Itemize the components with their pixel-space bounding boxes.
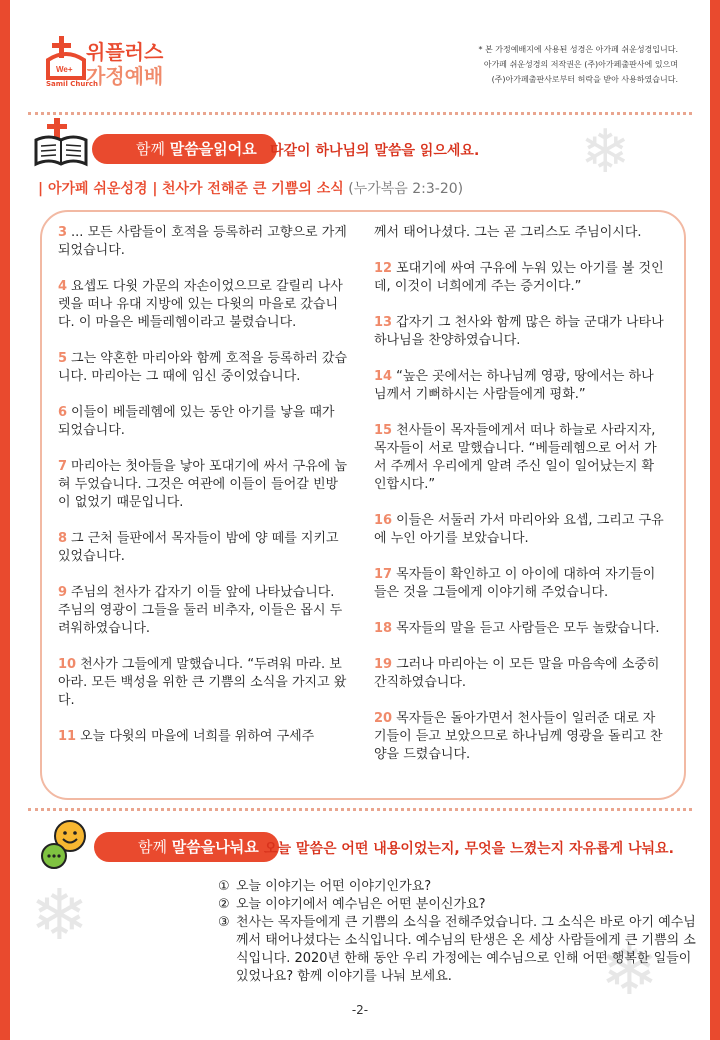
divider — [28, 112, 692, 115]
page-number: -2- — [351, 1003, 369, 1017]
verse-number: 5 — [58, 351, 68, 366]
verse-number: 15 — [374, 423, 393, 438]
verse-number: 3 — [58, 225, 68, 240]
snowflake-icon: ❄ — [30, 874, 89, 956]
verse — [58, 404, 350, 440]
verse-text: 그러나 마리아는 이 모든 말을 마음속에 소중히 간직하였습니다. — [374, 657, 660, 690]
question-item — [218, 896, 702, 914]
verse-text: ... 모든 사람들이 호적을 등록하러 고향으로 가게 되었습니다. — [58, 225, 347, 258]
copyright-line: (주)아가페출판사로부터 허락을 받아 사용하였습니다. — [491, 75, 678, 84]
pill-bold: 말씀을읽어요 — [169, 140, 257, 158]
logo-brand-line2: 가정예배 — [86, 64, 164, 88]
verse-text: 천사가 그들에게 말했습니다. “두려워 마라. 보아라. 모든 백성을 위한 큰 기쁨의 소식을 가지고 왔다. — [58, 657, 347, 708]
question-item — [218, 878, 702, 896]
verse-text: 그는 약혼한 마리아와 함께 호적을 등록하러 갔습니다. 마리아는 그 때에 임신 중이었습니다. — [58, 351, 348, 384]
verse-number: 13 — [374, 315, 393, 330]
verse — [374, 620, 666, 638]
verse-number: 20 — [374, 711, 393, 726]
verse-number: 8 — [58, 531, 68, 546]
verse — [58, 656, 350, 710]
question-text: 천사는 목자들에게 큰 기쁨의 소식을 전해주었습니다. 그 소식은 바로 아기 예수님께서 태어나셨다는 소식입니다. 예수님의 탄생은 온 세상 사람들에게 큰 기쁨의 소식입니다. 2020년 한해 동안 우리 가정에는 예수님으로 인해 어떤 행복한 일들이 있었나요? 함께 이야기를 나눠 보세요. — [236, 915, 696, 984]
question-number: ① — [218, 879, 230, 894]
verse-text: 목자들은 돌아가면서 천사들이 일러준 대로 자기들이 듣고 보았으므로 하나님께 영광을 돌리고 찬양을 드렸습니다. — [374, 711, 663, 762]
verse — [58, 584, 350, 638]
verse-number: 7 — [58, 459, 68, 474]
verse-number: 17 — [374, 567, 393, 582]
verse — [374, 656, 666, 692]
verses-right-column — [374, 224, 666, 782]
verse-text: 천사들이 목자들에게서 떠나 하늘로 사라지자, 목자들이 서로 말했습니다. “베들레헴으로 어서 가서 주께서 우리에게 알려 주신 일이 일어났는지 확인합시다.” — [374, 423, 657, 492]
section-read-subtitle: 다같이 하나님의 말씀을 읽으세요. — [270, 143, 480, 159]
verse-continuation: 께서 태어나셨다. 그는 곧 그리스도 주님이시다. — [374, 225, 642, 240]
verse-number: 12 — [374, 261, 393, 276]
verse — [58, 728, 350, 746]
snowflake-icon: ❄ — [580, 117, 631, 187]
verse-number: 6 — [58, 405, 68, 420]
verse — [58, 350, 350, 386]
verse — [58, 530, 350, 566]
verse — [374, 566, 666, 602]
verse — [58, 224, 350, 260]
verse — [374, 368, 666, 404]
verse — [374, 314, 666, 350]
bible-version: | 아가페 쉬운성경 | — [38, 181, 158, 197]
pill-prefix: 함께 — [136, 140, 165, 158]
verse — [374, 512, 666, 548]
section-share-subtitle: 오늘 말씀은 어떤 내용이었는지, 무엇을 느꼈는지 자유롭게 나눠요. — [264, 841, 674, 857]
scripture-title: 천사가 전해준 큰 기쁨의 소식 — [161, 181, 344, 197]
verse-number: 11 — [58, 729, 77, 744]
verse-text: 오늘 다윗의 마을에 너희를 위하여 구세주 — [80, 729, 315, 744]
pill-prefix: 함께 — [138, 838, 167, 856]
verses-left-column — [58, 224, 350, 764]
verse-text: 목자들의 말을 듣고 사람들은 모두 놀랐습니다. — [396, 621, 660, 636]
verse — [58, 458, 350, 512]
copyright-note — [418, 42, 678, 87]
verse-number: 14 — [374, 369, 393, 384]
verse-text: 마리아는 첫아들을 낳아 포대기에 싸서 구유에 눕혀 두었습니다. 그것은 여관에 이들이 들어갈 빈방이 없었기 때문입니다. — [58, 459, 348, 510]
verse-text: 포대기에 싸여 구유에 누워 있는 아기를 볼 것인데, 이것이 너희에게 주는 증거이다.” — [374, 261, 664, 294]
verse — [374, 260, 666, 296]
verse-text: “높은 곳에서는 하나님께 영광, 땅에서는 하나님께서 기뻐하시는 사람들에게 평화.” — [374, 369, 654, 402]
verse-text: 그 근처 들판에서 목자들이 밤에 양 떼를 지키고 있었습니다. — [58, 531, 339, 564]
question-number: ③ — [218, 915, 230, 930]
verse-number: 19 — [374, 657, 393, 672]
logo-brand-line1: 위플러스 — [86, 40, 164, 64]
verse — [374, 422, 666, 494]
scripture-reference: (누가복음 2:3-20) — [348, 181, 464, 197]
verse-text: 이들이 베들레헴에 있는 동안 아기를 낳을 때가 되었습니다. — [58, 405, 335, 438]
house-cross-icon — [44, 34, 88, 86]
question-text: 오늘 이야기에서 예수님은 어떤 분이신가요? — [236, 897, 486, 912]
verse-text: 목자들이 확인하고 이 아이에 대하여 자기들이 들은 것을 그들에게 이야기해 주었습니다. — [374, 567, 656, 600]
copyright-line: 아가페 쉬운성경의 저작권은 (주)아가페출판사에 있으며 — [483, 60, 678, 69]
question-text: 오늘 이야기는 어떤 이야기인가요? — [236, 879, 432, 894]
divider — [28, 808, 692, 811]
bible-icon — [32, 118, 90, 168]
snowflake-icon: ❄ — [600, 929, 659, 1011]
verse-text: 갑자기 그 천사와 함께 많은 하늘 군대가 나타나 하나님을 찬양하였습니다. — [374, 315, 664, 348]
discussion-questions — [218, 878, 702, 986]
question-item — [218, 914, 702, 986]
verse — [58, 278, 350, 332]
logo-badge: We+ — [56, 65, 73, 74]
copyright-line: * 본 가정예배지에 사용된 성경은 아가페 쉬운성경입니다. — [478, 45, 678, 54]
section-share-pill — [94, 832, 279, 862]
verse-number: 10 — [58, 657, 77, 672]
verse-number: 18 — [374, 621, 393, 636]
question-number: ② — [218, 897, 230, 912]
logo-church-name: Samil Church — [46, 80, 98, 88]
verse-number: 4 — [58, 279, 68, 294]
chat-faces-icon — [40, 818, 100, 874]
pill-bold: 말씀을나눠요 — [171, 838, 259, 856]
verse-text: 이들은 서둘러 가서 마리아와 요셉, 그리고 구유에 누인 아기를 보았습니다. — [374, 513, 664, 546]
verse-text: 주님의 천사가 갑자기 이들 앞에 나타났습니다. 주님의 영광이 그들을 둘러 비추자, 이들은 몹시 두려워하였습니다. — [58, 585, 343, 636]
section-read-pill — [92, 134, 277, 164]
verse-text: 요셉도 다윗 가문의 자손이었으므로 갈릴리 나사렛을 떠나 유대 지방에 있는 다윗의 마을로 갔습니다. 이 마을은 베들레헴이라고 불렸습니다. — [58, 279, 343, 330]
verse — [374, 710, 666, 764]
church-logo — [44, 34, 184, 94]
scripture-heading — [38, 178, 463, 198]
verse-number: 9 — [58, 585, 68, 600]
section-share-header — [32, 818, 692, 858]
verse-number: 16 — [374, 513, 393, 528]
